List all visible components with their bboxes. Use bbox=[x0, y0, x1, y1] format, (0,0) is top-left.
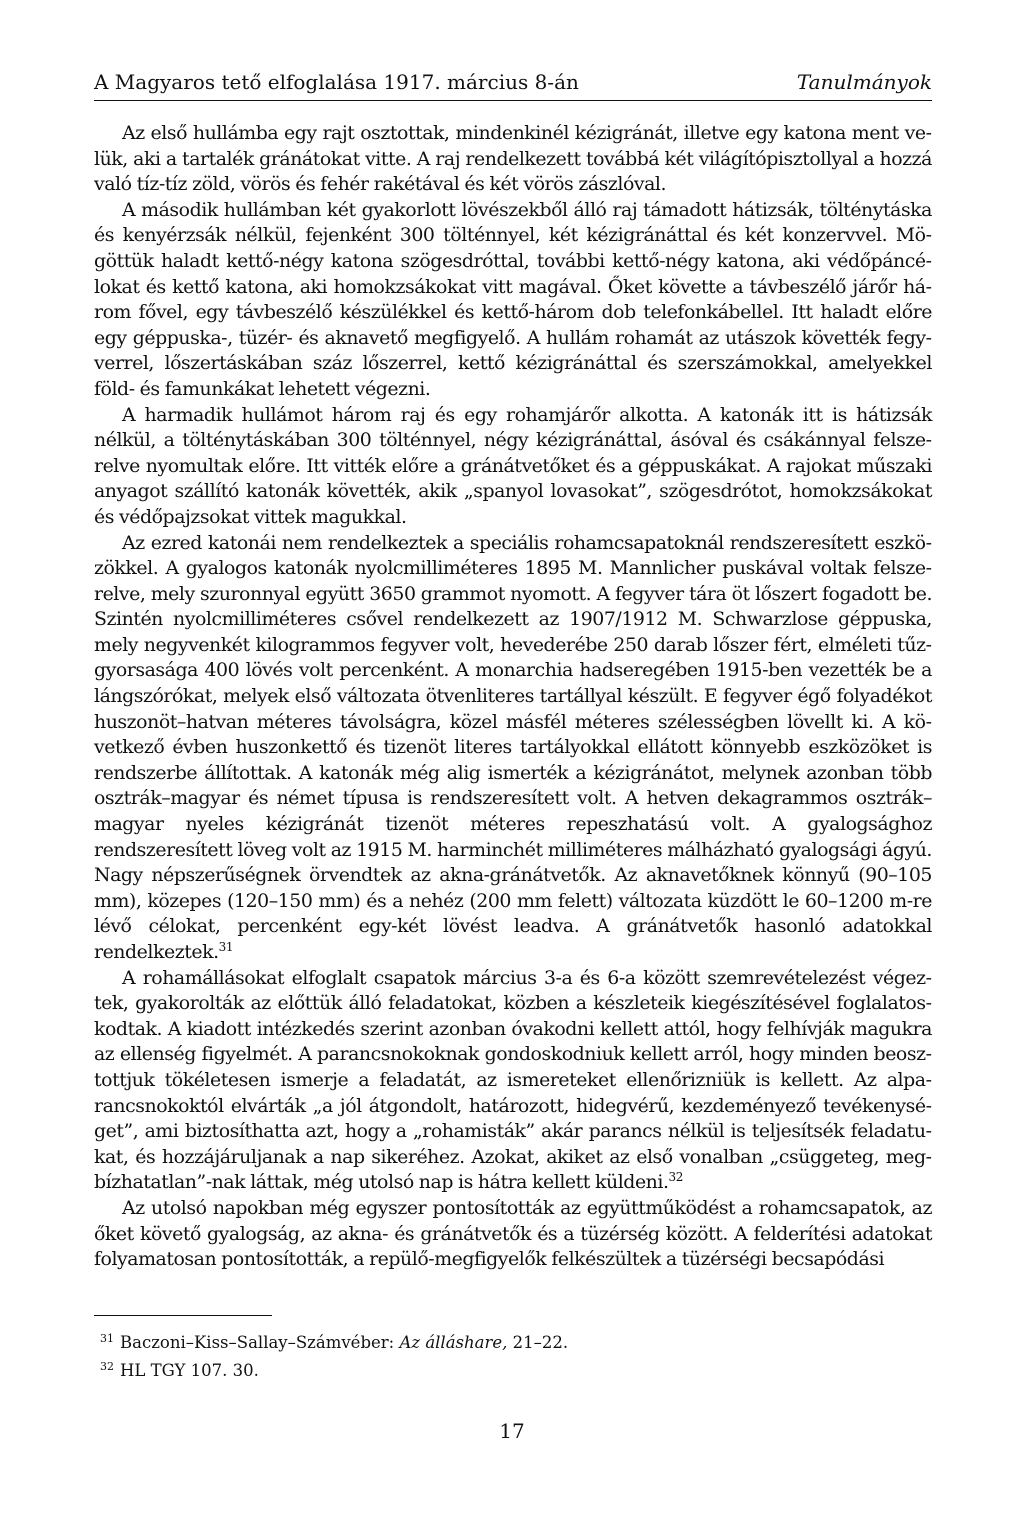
footnote-32 bbox=[100, 1357, 920, 1385]
footnote-pages: 21–22. bbox=[507, 1333, 569, 1352]
running-header bbox=[94, 70, 932, 101]
footnote-text: HL TGY 107. 30. bbox=[120, 1361, 259, 1380]
footnote-ref-31[interactable]: 31 bbox=[218, 940, 234, 954]
footnotes bbox=[100, 1329, 920, 1385]
paragraph-text: Az utolsó napokban még egyszer pontosították az együttműködést a rohamcsapatok, az őket követő gyalogság, az akna- és gránátvetők és a tüzérség között. A felderítési adatokat folyamatosan pontosították, a repülő-megfigyelők felkészültek a tüzérségi becsapódási bbox=[94, 1196, 932, 1271]
footnote-title: Az álláshare, bbox=[399, 1333, 508, 1352]
paragraph-text: A harmadik hullámot három raj és egy rohamjárőr alkotta. A katonák itt is hátizsák nélkül, a tölténytáskában 300 tölténnyel, négy kézigránáttal, ásóval és csákánnyal felszerelve nyomultak előre. Itt vitték előre a gránátvetőket és a géppuskákat. A rajokat műszaki anyagot szállító katonák követték, akik „spanyol lovasokat”, szögesdrótot, homokzsákokat és védőpajzsokat vittek magukkal. bbox=[94, 403, 932, 528]
main-text bbox=[94, 121, 932, 1273]
paragraph-text: A második hullámban két gyakorlott lövészekből álló raj támadott hátizsák, tölténytáska és kenyérzsák nélkül, fejenként 300 tölténnyel, két kézigránáttal és két konzervvel. Mögöttük haladt kettő-négy katona szögesdróttal, további kettő-négy katona, aki védőpáncélokat és kettő katona, aki homokzsákokat vitt magával. Őket követte a távbeszélő járőr három fővel, egy távbeszélő készülékkel és kettő-három dob telefonkábellel. Itt haladt előre egy géppuska-, tüzér- és aknavető megfigyelő. A hullám rohamát az utászok követték fegyverrel, lőszertáskában száz lőszerrel, kettő kézigránáttal és szerszámokkal, amelyekkel föld- és famunkákat lehetett végezni. bbox=[94, 198, 932, 400]
running-header-section: Tanulmányok bbox=[796, 70, 932, 94]
page-number: 17 bbox=[499, 1419, 525, 1443]
footnote-text: Baczoni–Kiss–Sallay–Számvéber: bbox=[120, 1333, 400, 1352]
footnote-number: 31 bbox=[100, 1332, 114, 1345]
paragraph-text: A rohamállásokat elfoglalt csapatok március 3-a és 6-a között szemrevételezést végeztek, gyakorolták az előttük álló feladatokat, közben a készleteik kiegészítésével foglalatoskodtak. A kiadott intézkedés szerint azonban óvakodni kellett attól, hogy felhívják magukra az ellenség figyelmét. A parancsnokoknak gondoskodniuk kellett arról, hogy minden beosztottjuk tökéletesen ismerje a feladatát, az ismereteket ellenőrizniük is kellett. Az alparancsnokoktól elvárták „a jól átgondolt, határozott, hidegvérű, kezdeményező tevékenységet”, ami biztosíthatta azt, hogy a „rohamisták” akár parancs nélkül is teljesítsék feladatukat, és hozzájáruljanak a nap sikeréhez. Azokat, akiket az első vonalban „csüggeteg, megbízhatatlan”-nak láttak, még utolsó nap is hátra kellett küldeni. bbox=[94, 966, 932, 1194]
paragraph-3 bbox=[94, 403, 932, 531]
running-header-title: A Magyaros tető elfoglalása 1917. március 8-án bbox=[94, 70, 579, 94]
paragraph-5 bbox=[94, 966, 932, 1196]
footnote-31 bbox=[100, 1329, 920, 1357]
footnote-ref-32[interactable]: 32 bbox=[668, 1170, 683, 1185]
paragraph-text: Az első hullámba egy rajt osztottak, mindenkinél kézigránát, illetve egy katona ment velük, aki a tartalék gránátokat vitte. A raj rendelkezett továbbá két világítópisztollyal a hozzá való tíz-tíz zöld, vörös és fehér rakétával és két vörös zászlóval. bbox=[94, 122, 932, 196]
paragraph-2 bbox=[94, 198, 932, 403]
footnote-separator bbox=[94, 1315, 272, 1316]
paragraph-4 bbox=[94, 531, 932, 966]
paragraph-text: Az ezred katonái nem rendelkeztek a speciális rohamcsapatoknál rendszeresített eszközökkel. A gyalogos katonák nyolcmilliméteres 1895 M. Mannlicher puskával voltak felszerelve, mely szuronnyal együtt 3650 grammot nyomott. A fegyver tára öt lőszert fogadott be. Szintén nyolcmilliméteres csővel rendelkezett az 1907/1912 M. Schwarzlose géppuska, mely negyvenkét kilogrammos fegyver volt, hevederébe 250 darab lőszer fért, elméleti tűzgyorsasága 400 lövés volt percenként. A monarchia hadseregében 1915-ben vezették be a lángszórókat, melyek első változata ötvenliteres tartállyal készült. E fegyver égő folyadékot huszonöt–hatvan méteres távolságra, közel másfél méteres szélességben lövellt ki. A következő évben huszonkettő és tizenöt literes tartályokkal ellátott könnyebb eszközöket is rendszerbe állítottak. A katonák még alig ismerték a kézigránátot, melynek azonban több osztrák–magyar és német típusa is rendszeresített volt. A hetven dekagrammos osztrák–magyar nyeles kézigránát tizenöt méteres repeszhatású volt. A gyalogsághoz rendszeresített löveg volt az 1915 M. harminchét milliméteres málházható gyalogsági ágyú. Nagy népszerűségnek örvendtek az akna-gránátvetők. Az aknavetőknek könnyű (90–105 mm), közepes (120–150 mm) és a nehéz (200 mm felett) változata küzdött le 60–1200 m-re lévő célokat, percenként egy-két lövést leadva. A gránátvetők hasonló adatokkal rendelkeztek. bbox=[94, 531, 932, 963]
paragraph-6 bbox=[94, 1196, 932, 1273]
paragraph-1 bbox=[94, 121, 932, 198]
footnote-number: 32 bbox=[100, 1360, 114, 1373]
